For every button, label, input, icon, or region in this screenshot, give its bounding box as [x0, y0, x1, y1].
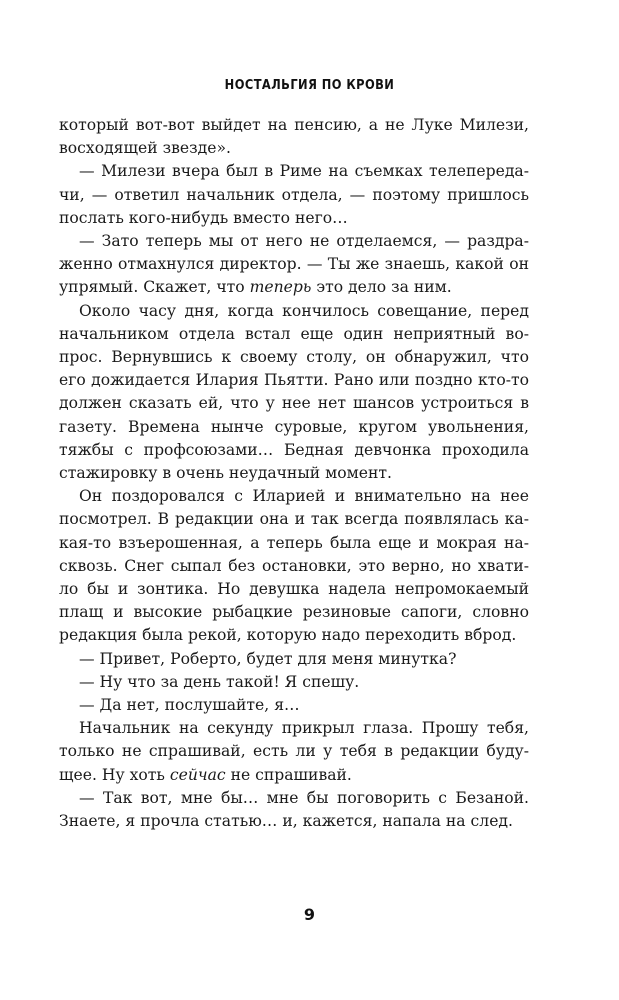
italic-text: теперь [249, 278, 312, 297]
text-run: Он поздоровался с Иларией и внимательно на нее посмотрел. В редакции она и так всегда появлялась ка-кая-то взъерошенная, а теперь была еще и мокрая на-сквозь. Снег сыпал без остановки, это верно, но хвати-ло бы и зонтика. Но девушка надела непромокаемый плащ и высокие рыбацкие резиновые сапоги, словно редакция была рекой, которую надо переходить вброд. [59, 487, 529, 645]
text-run: — Привет, Роберто, будет для меня минутка? [79, 649, 457, 668]
text-run: Около часу дня, когда кончилось совещание, перед начальником отдела встал еще один неприятный во-прос. Вернувшись к своему столу, он обнаружил, что его дожидается Илария Пьятти. Рано или поздно кто-то должен сказать ей, что у нее нет шансов устроиться в газету. Времена нынче суровые, кругом увольнения, тяжбы с профсоюзами… Бедная девчонка проходила стажировку в очень неудачный момент. [59, 301, 529, 483]
text-run: это дело за ним. [311, 278, 452, 297]
paragraph [59, 485, 529, 647]
paragraph [59, 717, 529, 787]
text-run: — Ну что за день такой! Я спешу. [79, 672, 360, 691]
text-run: Начальник на секунду прикрыл глаза. Прошу тебя, только не спрашивай, есть ли у тебя в редакции буду-щее. Ну хоть [59, 719, 529, 784]
paragraph [59, 694, 529, 717]
paragraph [59, 300, 529, 486]
italic-text: сейчас [169, 765, 226, 784]
text-run: не спрашивай. [225, 765, 352, 784]
text-run: — Милези вчера был в Риме на съемках телепереда-чи, — ответил начальник отдела, — поэтому пришлось послать кого-нибудь вместо него… [59, 162, 529, 227]
body-text [59, 114, 529, 833]
text-run: — Да нет, послушайте, я… [79, 696, 300, 715]
paragraph [59, 671, 529, 694]
paragraph [59, 230, 529, 300]
paragraph [59, 114, 529, 160]
running-head: НОСТАЛЬГИЯ ПО КРОВИ [224, 78, 395, 93]
text-run: — Зато теперь мы от него не отделаемся, — раздра-женно отмахнулся директор. — Ты же знаешь, какой он упрямый. Скажет, что [59, 232, 529, 297]
text-run: который вот-вот выйдет на пенсию, а не Луке Милези, восходящей звезде». [59, 116, 529, 158]
page-number: 9 [303, 905, 316, 924]
paragraph [59, 787, 529, 833]
paragraph [59, 648, 529, 671]
text-run: — Так вот, мне бы… мне бы поговорить с Безаной. Знаете, я прочла статью… и, кажется, напала на след. [59, 788, 529, 831]
paragraph [59, 160, 529, 230]
